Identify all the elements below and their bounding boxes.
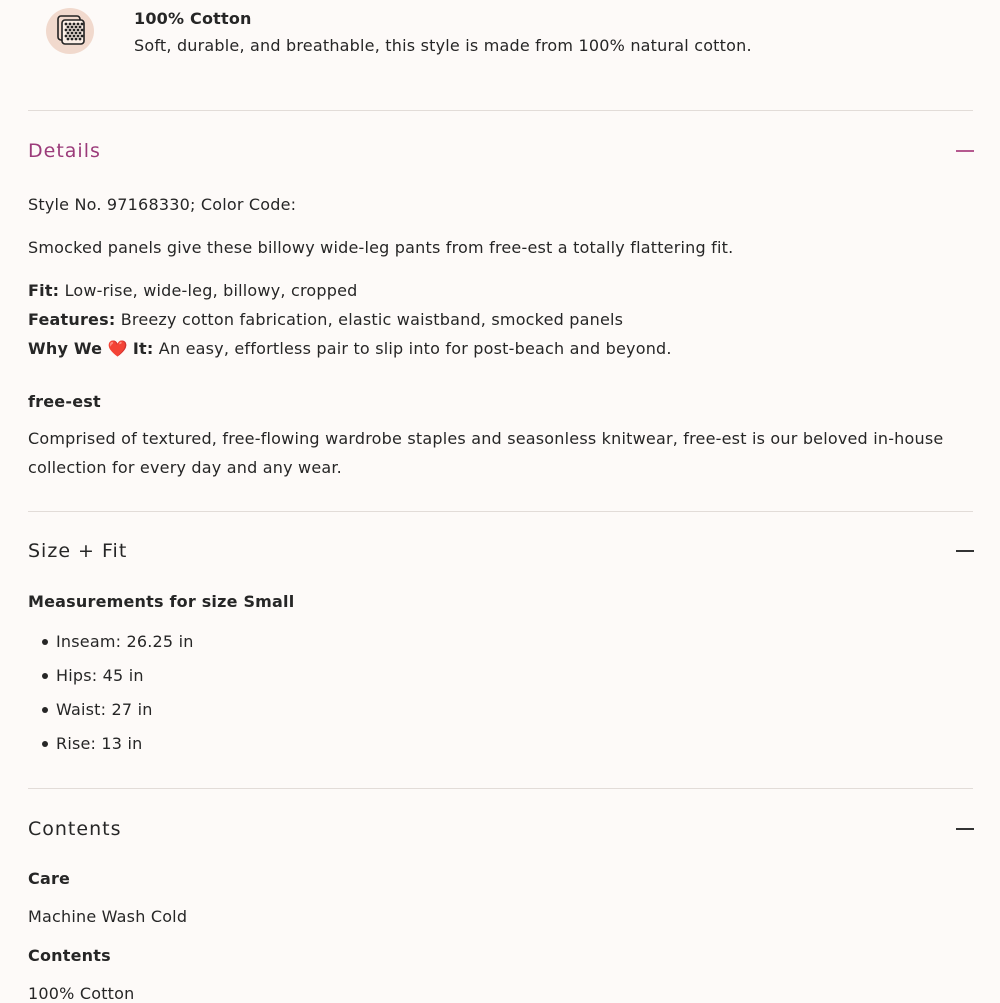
care-value: Machine Wash Cold <box>28 907 188 926</box>
features-value: Breezy cotton fabrication, elastic waistband, smocked panels <box>120 310 624 329</box>
bullet <box>42 673 48 679</box>
divider <box>28 511 973 512</box>
measurement-item: Hips: 45 in <box>56 666 144 685</box>
fit-line <box>28 281 357 300</box>
details-accordion-header[interactable]: Details <box>28 140 101 162</box>
minus-icon[interactable] <box>956 150 974 152</box>
bullet <box>42 741 48 747</box>
measurement-item: Inseam: 26.25 in <box>56 632 194 651</box>
heart-icon: ❤️ <box>107 339 128 358</box>
cotton-swatch-icon <box>44 4 96 56</box>
contents-accordion-header[interactable]: Contents <box>28 818 122 840</box>
why-value: An easy, effortless pair to slip into for post-beach and beyond. <box>158 339 672 358</box>
fit-label: Fit: <box>28 281 60 300</box>
divider <box>28 110 973 111</box>
brand-title: free-est <box>28 392 101 411</box>
minus-icon[interactable] <box>956 828 974 830</box>
care-label: Care <box>28 869 71 888</box>
divider <box>28 788 973 789</box>
why-label-pre: Why We <box>28 339 103 358</box>
contents-value: 100% Cotton <box>28 984 135 1003</box>
feature-title: 100% Cotton <box>134 9 252 28</box>
brand-description: Comprised of textured, free-flowing wardrobe staples and seasonless knitwear, free-est is our beloved in-house collection for every day and any wear. <box>28 429 944 477</box>
product-summary: Smocked panels give these billowy wide-leg pants from free-est a totally flattering fit. <box>28 238 734 257</box>
bullet <box>42 639 48 645</box>
why-we-love-it-line <box>28 339 672 358</box>
bullet <box>42 707 48 713</box>
style-number: Style No. 97168330; Color Code: <box>28 195 297 214</box>
minus-icon[interactable] <box>956 550 974 552</box>
features-line <box>28 310 623 329</box>
fabric-feature <box>0 0 1000 110</box>
measurement-item: Waist: 27 in <box>56 700 153 719</box>
contents-label: Contents <box>28 946 111 965</box>
fit-value: Low-rise, wide-leg, billowy, cropped <box>64 281 358 300</box>
measurement-item: Rise: 13 in <box>56 734 143 753</box>
why-label-post: It: <box>132 339 154 358</box>
measurements-title: Measurements for size Small <box>28 592 295 611</box>
features-label: Features: <box>28 310 116 329</box>
size-fit-accordion-header[interactable]: Size + Fit <box>28 540 128 562</box>
feature-description: Soft, durable, and breathable, this style is made from 100% natural cotton. <box>134 36 752 55</box>
